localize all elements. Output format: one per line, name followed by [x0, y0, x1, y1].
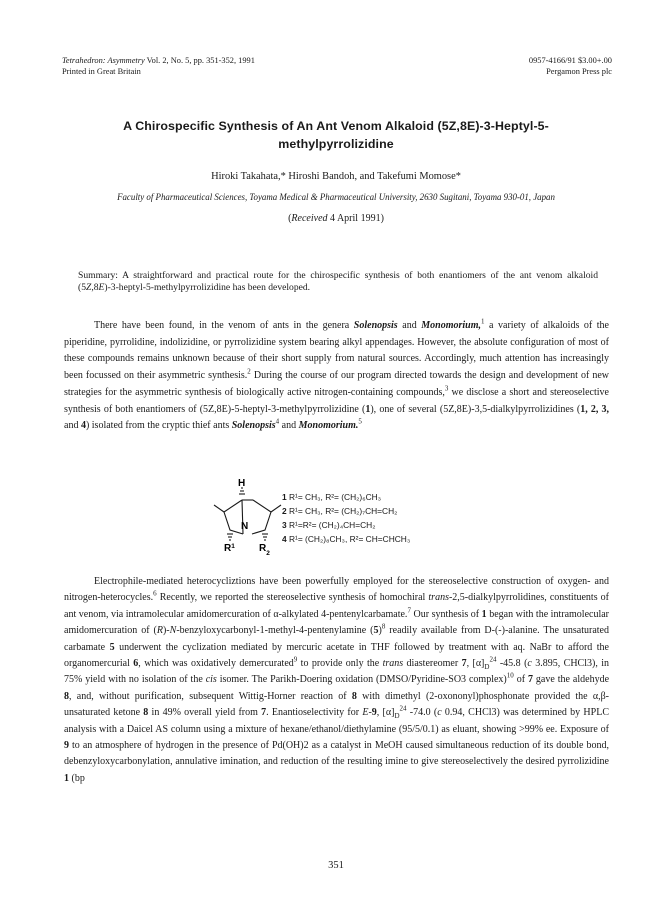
intro-paragraph: There have been found, in the venom of ants in the genera Solenopsis and Monomorium,$^1$ a variety of alkaloids of the piperidine, pyrrolidine, indolizidine, or pyrrolizidine system bearing alkyl appendages. However, the absolute configuration of most of these compounds remains unknown because of their short supply from natural sources. Accordingly, much attention has increasingly been focussed on their asymmetric synthesis.$^2$ During the course of our program directed towards the design and development of new strategies for the asymmetric synthesis of biologically active nitrogen-containing compounds,$^3$ we disclose a short and stereoselective synthesis of both enantiomers of (5Z,8E)-5-heptyl-3-methylpyrrolizidine (1), one of several (5Z,8E)-3,5-dialkylpyrrolizidines (1, 2, 3, and 4) isolated from the cryptic thief ants Solenopsis$^4$ and Monomorium.$^5$ [64, 317, 610, 432]
ref-5: 5 [358, 417, 362, 426]
affiliation: Faculty of Pharmaceutical Sciences, Toyama Medical & Pharmaceutical University, 2630 Sugitani, Toyama 930-01, Japan [117, 192, 555, 202]
nitrogen-label: N [241, 521, 249, 532]
compound-4-def: 4 R¹= (CH₂)₈CH₃, R²= CH=CHCH₃ [282, 534, 411, 544]
received-date: (Received 4 April 1991) [288, 213, 384, 224]
page-number: 351 [328, 860, 344, 871]
article-title [60, 117, 612, 153]
synthesis-paragraph: Electrophile-mediated heterocycliztions have been powerfully employed for the stereoselective construction of oxygen- and nitrogen-heterocycles.$^6$ Recently, we reported the stereoselective synthesis of homochiral trans-2,5-dialkylpyrrolidines, constituents of ant venom, via intramolecular amidomercuration of α-alkylated 4-pentenylcarbamate.$^7$ Our synthesis of 1 began with the intramolecular amidomercuration of (R)-N-benzyloxycarbonyl-1-methyl-4-pentenylamine $(5)^8$ readily available from D-(-)-alanine. The unsaturated carbamate 5 underwent the cyclization mediated by mercuric acetate in THF followed by treatment with aq. NaBr to afford the organomercurial 6, which was oxidatively demercurated$^9$ to provide only the trans diastereomer 7, $[\alpha]_D^{24}$ -45.8 (c 3.895, CHCl3), in 75% yield with no isolation of the cis isomer. The Parikh-Doering oxidation (DMSO/Pyridine-SO3 complex)$^{10}$ of 7 gave the aldehyde 8, and, without purification, subsequent Wittig-Horner reaction of 8 with dimethyl (2-oxononyl)phosphonate provided the α,β-unsaturated ketone 8 in 49% overall yield from 7. Enantioselectivity for E-9, $[\alpha]_D^{24}$ -74.0 (c 0.94, CHCl3) was determined by HPLC analysis with a Daicel AS column using a mixture of hexane/ethanol/diethylamine (95/5/0.1) as eluant, showing >99% ee. Exposure of 9 to an atmosphere of hydrogen in the presence of Pd(OH)2 as a catalyst in MeOH caused simultaneous reduction of its double bond, debenzyloxycarbonylation, annulative imination, and reduction of the resulting imine to give stereoselectively the desired pyrrolizidine 1 (bp [64, 576, 610, 784]
ref-4: 4 [275, 417, 280, 426]
compound-2-def: 2 R¹= CH₃, R²= (CH₂)₇CH=CH₂ [282, 506, 398, 516]
journal-name: Tetrahedron: Asymmetry [62, 56, 145, 65]
r1-label: $R^1$ [224, 543, 235, 554]
compound-3-def: 3 R¹=R²= (CH₂)₄CH=CH₂ [282, 520, 376, 530]
ref-3: 3 [444, 384, 449, 393]
r2-label: $R_2$ [259, 543, 270, 557]
ref-2: 2 [247, 367, 251, 376]
running-header-left [62, 56, 255, 77]
journal-citation: Vol. 2, No. 5, pp. 351-352, 1991 [144, 56, 255, 65]
author-list: Hiroki Takahata,* Hiroshi Bandoh, and Takefumi Momose* [211, 171, 461, 182]
ref-1: 1 [481, 317, 485, 326]
title-line-1: A Chirospecific Synthesis of An Ant Venom Alkaloid (5Z,8E)-3-Heptyl-5- [123, 119, 549, 133]
title-line-2: methylpyrrolizidine [278, 137, 394, 151]
summary-abstract: Summary: A straightforward and practical route for the chirospecific synthesis of both enantiomers of the ant venom alkaloid (5Z,8E)-3-heptyl-5-methylpyrrolizidine has been developed. [78, 270, 598, 293]
printed-location: Printed in Great Britain [62, 66, 141, 76]
compound-1-def: 1 R¹= CH₃, R²= (CH₂)₆CH₃ [282, 492, 382, 502]
issn-price: 0957-4166/91 $3.00+.00 [528, 56, 612, 65]
bridgehead-h-label: H [238, 478, 246, 489]
running-header-right [529, 56, 612, 77]
publisher: Pergamon Press plc [546, 66, 612, 76]
